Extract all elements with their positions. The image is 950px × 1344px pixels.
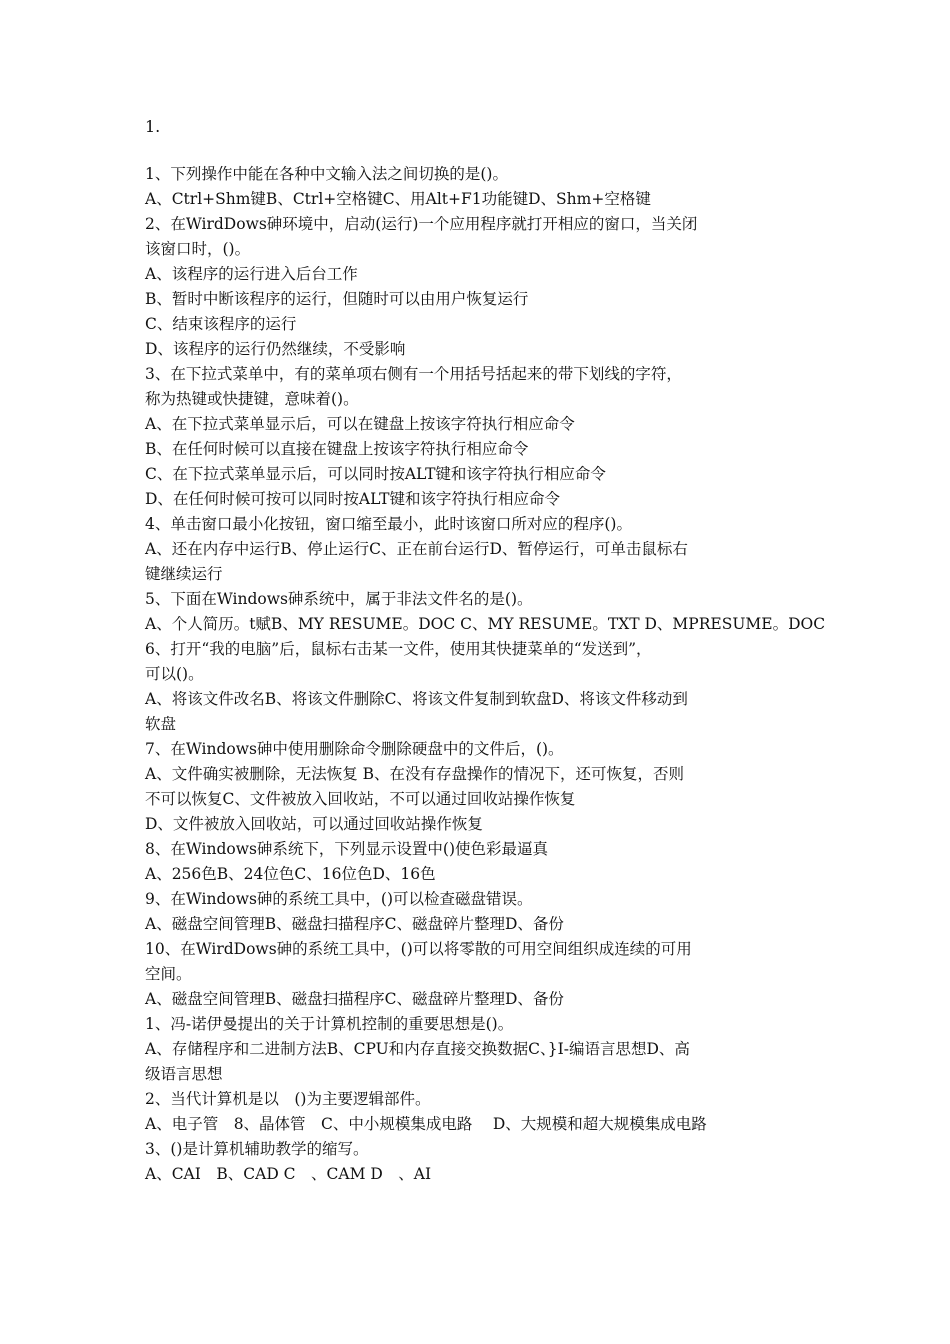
text-line: A、Ctrl+Shm键B、Ctrl+空格键C、用Alt+F1功能键D、Shm+空格键 (145, 190, 651, 208)
text-line: D、文件被放入回收站，可以通过回收站操作恢复 (145, 815, 483, 833)
text-line: 10、在WirdDows砷的系统工具中，()可以将零散的可用空间组织成连续的可用 (145, 940, 692, 958)
text-line: A、磁盘空间管理B、磁盘扫描程序C、磁盘碎片整理D、备份 (145, 990, 564, 1008)
text-line: A、在下拉式菜单显示后，可以在键盘上按该字符执行相应命令 (145, 415, 575, 433)
text-line: 5、下面在Windows砷系统中，属于非法文件名的是()。 (145, 590, 533, 608)
text-line: C、结束该程序的运行 (145, 315, 297, 333)
text-line: 9、在Windows砷的系统工具中，()可以检查磁盘错误。 (145, 890, 533, 908)
text-line: 空间。 (145, 965, 192, 983)
text-line: B、暂时中断该程序的运行，但随时可以由用户恢复运行 (145, 290, 529, 308)
text-line: 6、打开“我的电脑”后，鼠标右击某一文件，使用其快捷菜单的“发送到”， (145, 640, 652, 658)
text-line: A、电子管 8、晶体管 C、中小规模集成电路 D、大规模和超大规模集成电路 (145, 1115, 707, 1133)
page-heading: 1. (145, 117, 161, 136)
text-line: 8、在Windows砷系统下，下列显示设置中()使色彩最逼真 (145, 840, 549, 858)
text-line: A、文件确实被删除，无法恢复 B、在没有存盘操作的情况下，还可恢复，否则 (145, 765, 685, 783)
text-line: 软盘 (145, 715, 177, 733)
text-line: 该窗口时，()。 (145, 240, 251, 258)
text-line: A、256色B、24位色C、16位色D、16色 (145, 865, 436, 883)
text-line: 可以()。 (145, 665, 204, 683)
text-line: 键继续运行 (145, 565, 223, 583)
text-line: D、该程序的运行仍然继续，不受影响 (145, 340, 406, 358)
text-line: A、个人简历。t赋B、MY RESUME。DOC C、MY RESUME。TXT D、MPRESUME。DOC (145, 615, 826, 633)
text-line: A、还在内存中运行B、停止运行C、正在前台运行D、暂停运行，可单击鼠标右 (145, 540, 688, 558)
text-line: 7、在Windows砷中使用删除命令删除硬盘中的文件后，()。 (145, 740, 564, 758)
text-line: D、在任何时候可按可以同时按ALT键和该字符执行相应命令 (145, 490, 560, 508)
text-line: A、将该文件改名B、将该文件删除C、将该文件复制到软盘D、将该文件移动到 (145, 690, 688, 708)
text-line: A、磁盘空间管理B、磁盘扫描程序C、磁盘碎片整理D、备份 (145, 915, 564, 933)
text-line: 4、单击窗口最小化按钮，窗口缩至最小，此时该窗口所对应的程序()。 (145, 515, 632, 533)
text-line: 1、冯-诺伊曼提出的关于计算机控制的重要思想是()。 (145, 1015, 514, 1033)
text-line: A、存储程序和二进制方法B、CPU和内存直接交换数据C、}I-编语言思想D、高 (145, 1040, 690, 1058)
text-line: 称为热键或快捷键，意味着()。 (145, 390, 359, 408)
text-line: 1、下列操作中能在各种中文输入法之间切换的是()。 (145, 165, 508, 183)
text-line: 2、在WirdDows砷环境中，启动(运行)一个应用程序就打开相应的窗口，当关闭 (145, 215, 698, 233)
text-line: 2、当代计算机是以 ()为主要逻辑部件。 (145, 1090, 431, 1108)
text-line: C、在下拉式菜单显示后，可以同时按ALT键和该字符执行相应命令 (145, 465, 606, 483)
text-line: 3、()是计算机辅助教学的缩写。 (145, 1140, 369, 1158)
question-list (145, 162, 826, 1187)
text-line: A、该程序的运行进入后台工作 (145, 265, 358, 283)
text-line: A、CAI B、CAD C 、CAM D 、AI (145, 1165, 432, 1183)
text-line: 3、在下拉式菜单中，有的菜单项右侧有一个用括号括起来的带下划线的字符， (145, 365, 682, 383)
text-line: 不可以恢复C、文件被放入回收站，不可以通过回收站操作恢复 (145, 790, 576, 808)
text-line: 级语言思想 (145, 1065, 223, 1083)
text-line: B、在任何时候可以直接在键盘上按该字符执行相应命令 (145, 440, 529, 458)
